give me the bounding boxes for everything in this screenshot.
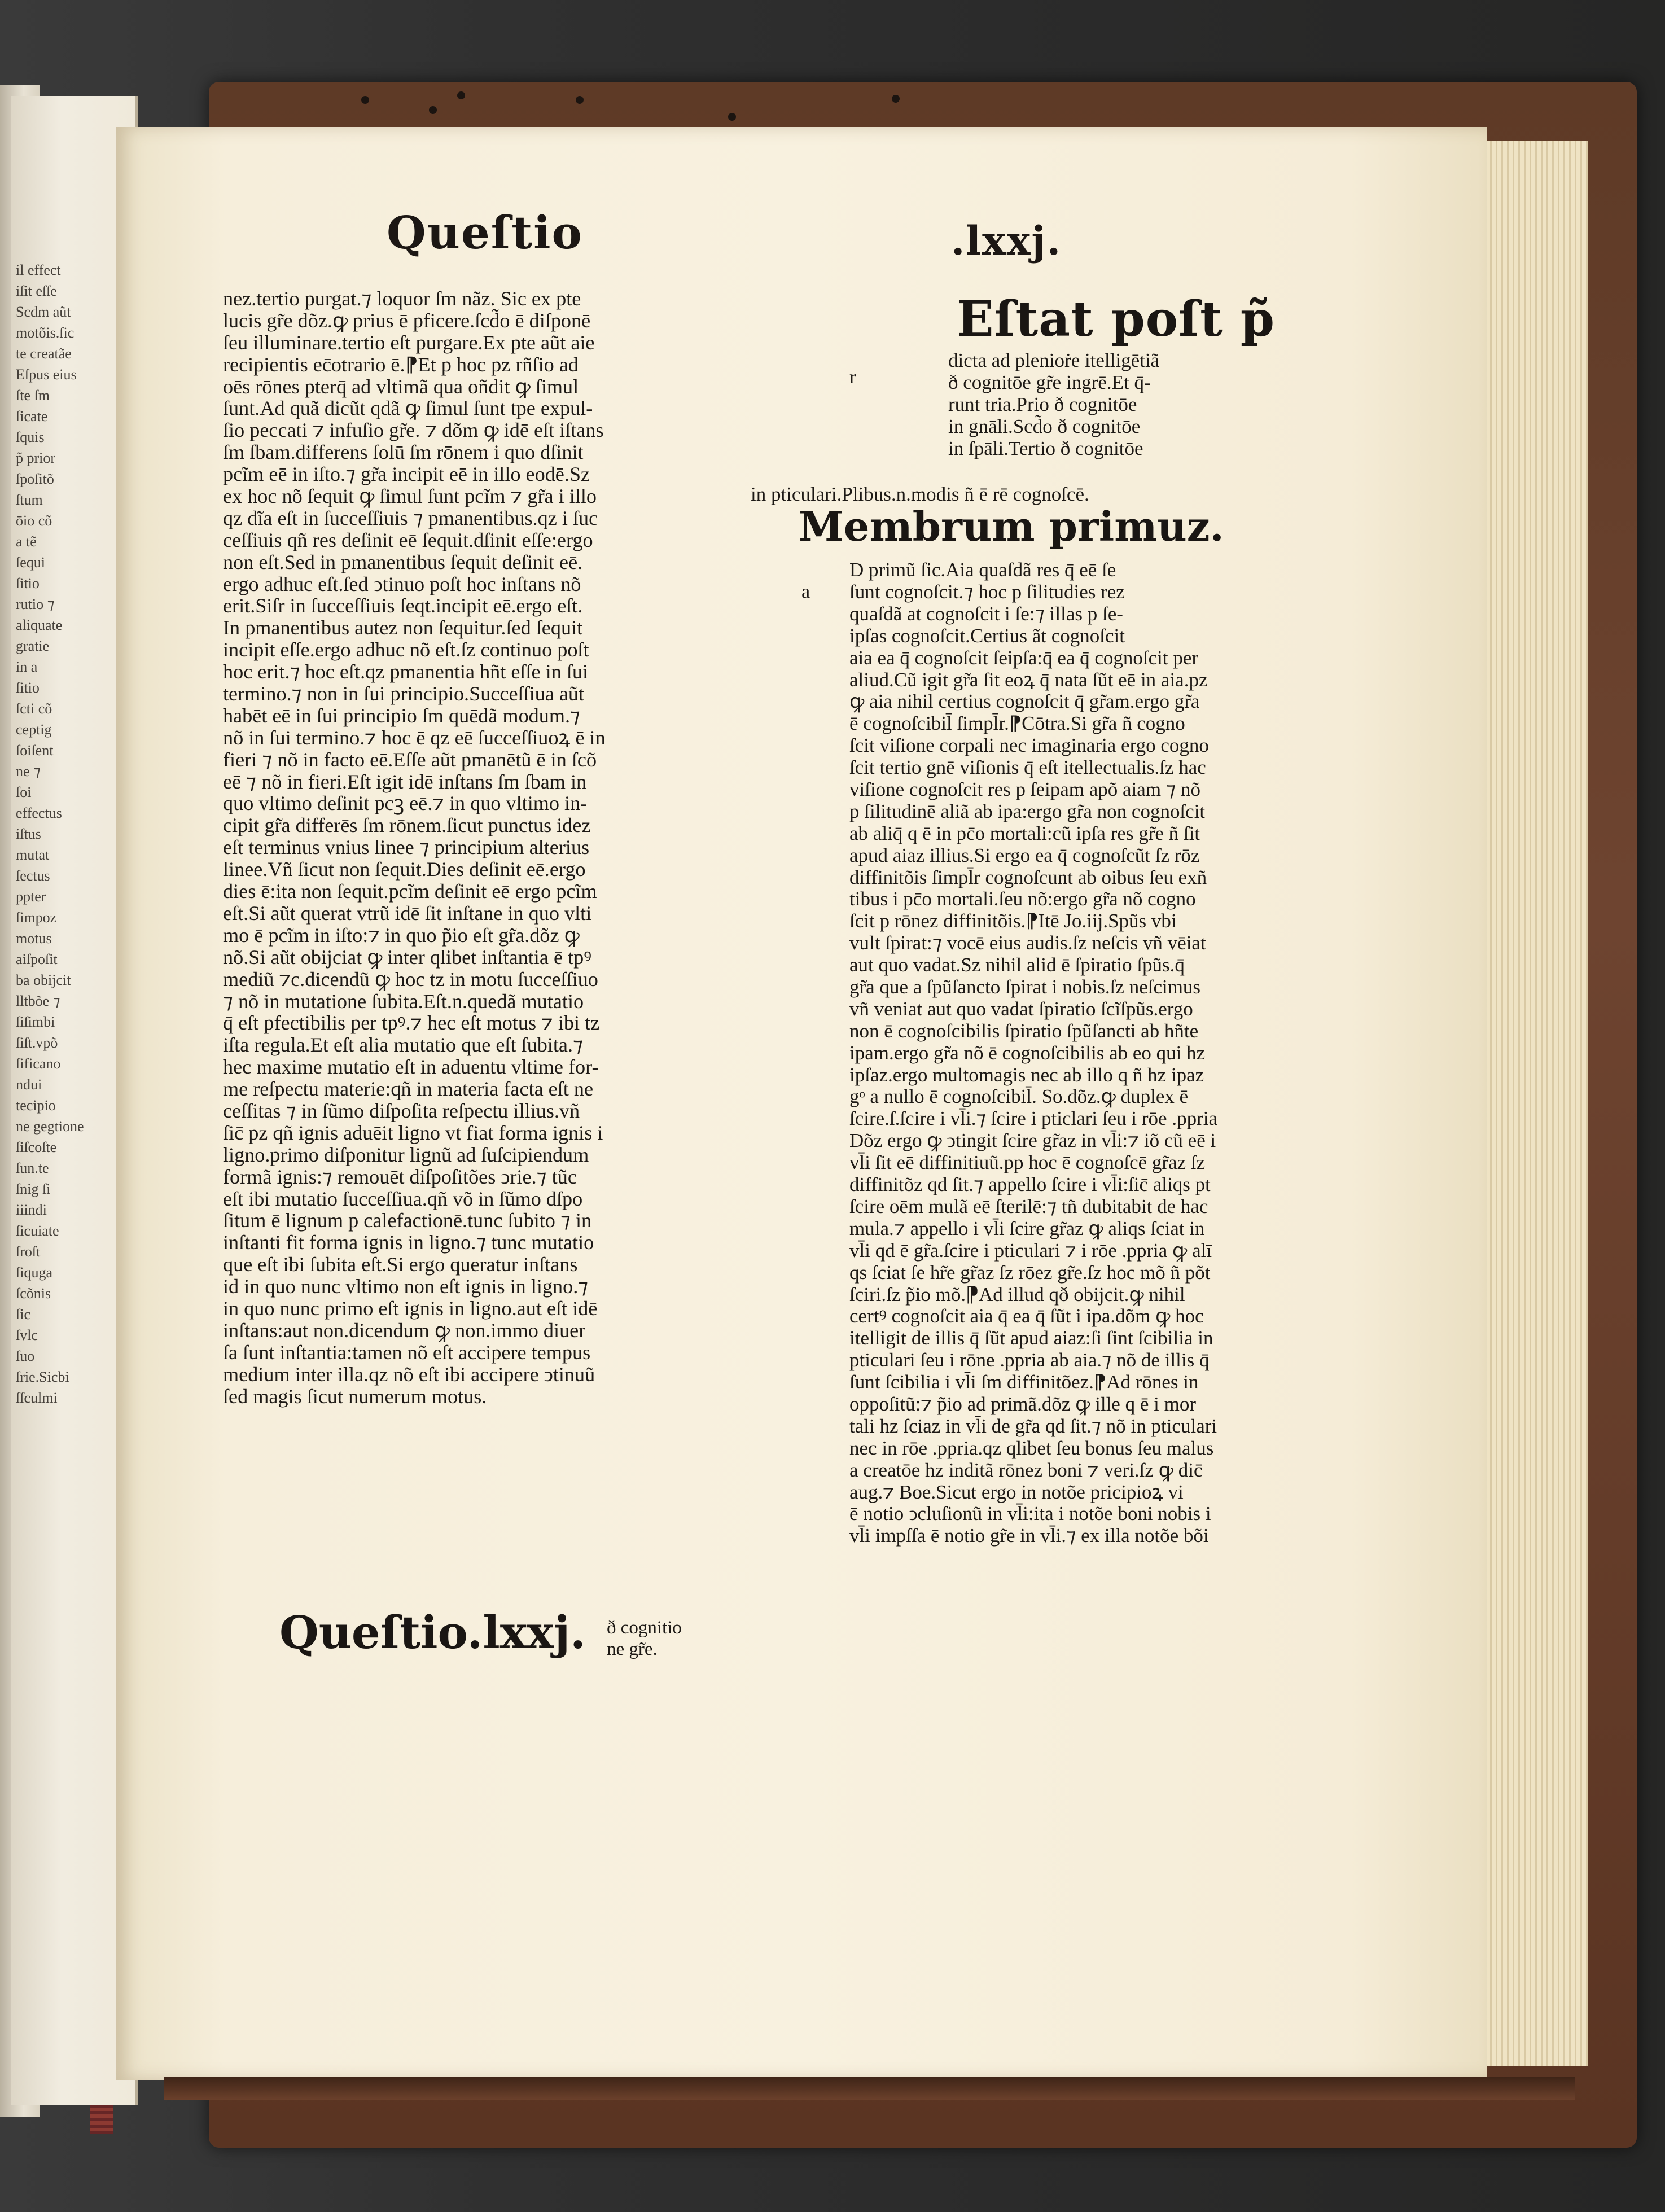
text-line: vl̄i ſit eē diffinitiuũ.pp hoc ē cognoſcē gr̃az ſz xyxy=(849,1151,1206,1174)
left-page-line: ſvlc xyxy=(16,1327,38,1343)
text-line: ſa ſunt inſtantia:tamen nõ eſt accipere tempus xyxy=(223,1341,591,1364)
text-line: ꝙ aia nihil certius cognoſcit q̄ gr̃am.ergo gr̃a xyxy=(849,690,1200,713)
text-line: nõ.Si aũt obijciat ꝙ inter qlibet inſtantia ē tpꝰ xyxy=(223,945,592,969)
text-line: itelligit de illis q̄ ſũt apud aiaz:ſi ſint ſcibilia in xyxy=(849,1327,1213,1350)
left-page-line: ſcõnis xyxy=(16,1285,51,1302)
text-line: mo ē pcĩm in iſto:⁊ in quo p̃io eſt gr̃a.dõz ꝙ xyxy=(223,923,580,947)
text-line: ſcire.ſ.ſcire i vl̄i.⁊ ſcire i pticlari ſeu i rōe .ppria xyxy=(849,1107,1217,1130)
text-line: ſcit viſione corpali nec imaginaria ergo cogno xyxy=(849,734,1209,757)
text-line: non ē cognoſcibilis ſpiratio ſpũſancti ab hñte xyxy=(849,1019,1199,1042)
text-line: oppoſitũ:⁊ p̃io ad primã.dõz ꝙ ille q ē i mor xyxy=(849,1392,1196,1415)
cover-bottom-edge xyxy=(164,2077,1575,2100)
text-line: inſtanti fit forma ignis in ligno.⁊ tunc mutatio xyxy=(223,1231,594,1254)
text-line: eſt terminus vnius linee ⁊ principium alterius xyxy=(223,836,590,859)
left-page-line: ne ⁊ xyxy=(16,763,41,779)
text-line: in ſpāli.Tertio ð cognitōe xyxy=(948,437,1143,459)
left-page-line: ſectus xyxy=(16,868,50,884)
text-line: nec in rōe .ppria.qz qlibet ſeu bonus ſeu malus xyxy=(849,1436,1214,1459)
text-line: gᵒ a nullo ē cognoſcibil̄. So.dõz.ꝙ duplex ē xyxy=(849,1085,1189,1108)
text-line: inſtans:aut non.dicendum ꝙ non.immo diuer xyxy=(223,1319,586,1342)
margin-marker-a: a xyxy=(801,581,810,602)
text-line: vult ſpirat:⁊ vocē eius audis.ſz neſcis vñ vēiat xyxy=(849,932,1206,954)
text-line: vl̄i impſſa ē notio gr̃e in vl̄i.⁊ ex illa notõe bõi xyxy=(849,1525,1209,1547)
text-line: mediũ ⁊c.dicendũ ꝙ hoc tz in motu ſucceſſiuo xyxy=(223,967,598,991)
left-page-line: motõis.ſic xyxy=(16,325,75,341)
left-page-line: ba obijcit xyxy=(16,972,71,988)
left-page-line: ſitio xyxy=(16,680,40,696)
text-line: ceſſiuis qñ res deſinit eē ſequit.dſinit eſſe:ergo xyxy=(223,528,593,551)
text-line: ſcit tertio gnē viſionis q̄ eſt itellectualis.ſz hac xyxy=(849,756,1206,779)
text-line: ſunt.Ad quã dicũt qdã ꝙ ſimul ſunt tpe expul- xyxy=(223,397,593,420)
text-line: ſm ſbam.differens ſolū ſm rōnem i quo dſinit xyxy=(223,441,584,464)
left-page-line: ſic xyxy=(16,1306,30,1322)
left-page-line: ſcti cõ xyxy=(16,700,52,717)
left-page-line: iiindi xyxy=(16,1202,47,1218)
left-page-line: ſpoſitõ xyxy=(16,471,54,487)
text-line: a creatōe hz inditã rōnez boni ⁊ veri.ſz ꝙ dic̄ xyxy=(849,1458,1203,1481)
text-line: linee.Vñ ſicut non ſequit.Dies deſinit eē.ergo xyxy=(223,858,586,881)
text-line: eē ⁊ nõ in fieri.Eſt igit idē inſtans ſm ſbam in xyxy=(223,770,587,793)
text-line: ſitum ē lignum p calefactionē.tunc ſubito ⁊ in xyxy=(223,1209,592,1232)
left-page-line: aliquate xyxy=(16,617,63,633)
text-line: ceſſitas ⁊ in ſũmo diſpoſita reſpectu illius.vñ xyxy=(223,1099,580,1122)
footer-question-subtitle xyxy=(607,1617,682,1660)
left-page-line: ſimpoz xyxy=(16,909,57,926)
incipit-heading: Eſtat poſt p̃ xyxy=(957,291,1275,348)
left-page-line: Eſpus eius xyxy=(16,366,77,383)
text-line: dicta ad plenioṙe itelligētiã xyxy=(948,349,1160,371)
incipit-lines xyxy=(948,350,1159,459)
text-line: D primũ ſic.Aia quaſdã res q̄ eē ſe xyxy=(849,559,1116,581)
left-page-line: ndui xyxy=(16,1076,42,1093)
text-line: mula.⁊ appello i vl̄i ſcire gr̃az ꝙ aliqs ſciat in xyxy=(849,1217,1205,1239)
left-page-text-fragment xyxy=(16,260,106,1408)
text-line: ſic̄ pz qñ ignis aduēit ligno vt fiat forma ignis i xyxy=(223,1121,603,1144)
text-line: ligno.primo diſponitur lignũ ad ſuſcipiendum xyxy=(223,1143,589,1166)
text-line: lucis gr̃e dõz.ꝙ prius ē pficere.ſcd̃o ē diſponē xyxy=(223,309,591,332)
footer-question-title: Queſtio.lxxj. xyxy=(279,1606,586,1659)
left-page-line: il effect xyxy=(16,262,61,278)
text-line: p ſilitudinē aliã ab ipa:ergo gr̃a non cognoſcit xyxy=(849,800,1206,822)
left-page-line: iſit eſſe xyxy=(16,283,57,299)
text-line: quo vltimo deſinit pcꝫ eē.⁊ in quo vltimo in- xyxy=(223,792,588,815)
left-page-line: ſequi xyxy=(16,554,45,571)
text-line: medium inter illa.qz nõ eſt ibi accipere ↄtinuũ xyxy=(223,1363,595,1386)
left-page-line: ſificano xyxy=(16,1055,61,1072)
text-line: id in quo nunc vltimo non eſt ignis in ligno.⁊ xyxy=(223,1275,589,1298)
text-line: me reſpectu materie:qñ in materia facta eſt ne xyxy=(223,1077,594,1101)
left-page-line: ſuo xyxy=(16,1348,35,1364)
left-page-line: iſtus xyxy=(16,826,41,842)
text-line: eſt.Si aũt querat vtrũ idē ſit inſtane in quo vlti xyxy=(223,901,592,925)
text-line: dies ē:ita non ſequit.pcĩm deſinit eē ergo pcĩm xyxy=(223,880,597,903)
left-page-line: ſte ſm xyxy=(16,387,50,404)
text-line: in pticulari.Plibus.n.modis ñ ē rē cognoſcē. xyxy=(751,483,1089,505)
text-line: diffinitõz qd ſit.⁊ appello ſcire i vl̄i:ſic̄ aliqs pt xyxy=(849,1173,1211,1196)
left-page-line: ſiquga xyxy=(16,1264,52,1281)
text-line: Dõz ergo ꝙ ↄtingit ſcire gr̃az in vl̄i:⁊ iõ cũ eē i xyxy=(849,1129,1216,1152)
footer-subtitle-line: ne gr̃e. xyxy=(607,1639,658,1659)
left-page-line: p̃ prior xyxy=(16,450,56,466)
text-line: nez.tertio purgat.⁊ loquor ſm nãz. Sic ex pte xyxy=(223,287,581,310)
text-line: tali hz ſciaz in vl̄i de gr̃a qd ſit.⁊ nõ in pticulari xyxy=(849,1414,1217,1437)
left-page-line: ſquis xyxy=(16,429,45,445)
text-line: qs ſciat ſe hr̃e gr̃az ſz rōez gr̃e.ſz hoc mõ ñ põt xyxy=(849,1261,1211,1284)
membrum-lines xyxy=(849,581,1217,1547)
running-head-left: Queſtio xyxy=(387,206,583,259)
text-line: oēs rōnes pterq̄ ad vltimã qua oñdit ꝙ ſimul xyxy=(223,375,579,398)
text-line: diffinitõis ſimpl̄r cognoſcunt ab oibus ſeu exñ xyxy=(849,866,1207,888)
text-line: In pmanentibus autez non ſequitur.ſed ſequit xyxy=(223,616,583,639)
left-column xyxy=(223,288,606,1407)
text-line: quaſdã at cognoſcit i ſe:⁊ illas p ſe- xyxy=(849,602,1123,625)
text-line: ð cognitōe gr̃e ingrē.Et q̄- xyxy=(948,371,1151,393)
text-line: q̄ eſt pfectibilis per tpꝰ.⁊ hec eſt motus ⁊ ibi tz xyxy=(223,1011,600,1035)
text-line: certꝰ cognoſcit aia q̄ ea q̄ ſũt i ipa.dõm ꝙ hoc xyxy=(849,1305,1204,1328)
left-page-line: mutat xyxy=(16,847,50,863)
text-line: ex hoc nõ ſequit ꝙ ſimul ſunt pcĩm ⁊ gr̃a i illo xyxy=(223,485,597,508)
left-page-line: ſnig ſi xyxy=(16,1181,51,1197)
left-page-line: ppter xyxy=(16,888,46,905)
text-line: ab aliq̄ q ē in pc̄o mortali:cũ ipſa res gr̃e ñ ſit xyxy=(849,822,1200,844)
text-line: ipſaz.ergo multomagis nec ab illo q ñ hz ipaz xyxy=(849,1063,1204,1086)
text-line: formã ignis:⁊ remouēt diſpoſitões ↄrie.⁊ tũc xyxy=(223,1165,577,1188)
text-line: gr̃a que a ſpũſancto ſpirat i nobis.ſz neſcimus xyxy=(849,976,1201,998)
left-page-line: in a xyxy=(16,659,38,675)
text-line: habēt eē in ſui principio ſm quēdã modum.⁊ xyxy=(223,704,581,727)
text-line: ⁊ nõ in mutatione ſubita.Eſt.n.quedã mutatio xyxy=(223,989,584,1013)
text-line: aliud.Cũ igit gr̃a ſit eoꝝ q̄ nata ſũt eē in aia.pz xyxy=(849,668,1208,691)
text-line: hec maxime mutatio eſt in aduentu vltime for- xyxy=(223,1055,599,1079)
left-page-line: Scdm aũt xyxy=(16,304,71,320)
folio-page xyxy=(116,127,1487,2080)
text-line: aia ea q̄ cognoſcit ſeipſa:q̄ ea q̄ cognoſcit per xyxy=(849,646,1199,669)
left-page-line: ne gegtione xyxy=(16,1118,84,1135)
left-page-line: te creatãe xyxy=(16,345,72,362)
margin-marker-r: r xyxy=(849,367,856,388)
left-page-line: a tẽ xyxy=(16,533,37,550)
left-page-line: ſoi xyxy=(16,784,32,800)
text-line: eſt ibi mutatio ſucceſſiua.qñ võ in ſũmo dſpo xyxy=(223,1187,583,1210)
text-line: aut quo vadat.Sz nihil alid ē ſpiratio ſpũs.q̄ xyxy=(849,954,1185,976)
text-line: hoc erit.⁊ hoc eſt.qz pmanentia hñt eſſe in ſui xyxy=(223,660,589,684)
text-line: ē notio ↄcluſionũ in vl̄i:ita i notõe boni nobis i xyxy=(849,1503,1211,1525)
text-line: erit.Siſr in ſucceſſiuis ſeqt.incipit eē.ergo eſt. xyxy=(223,594,583,617)
left-page-line: ſiſt.vpõ xyxy=(16,1035,58,1051)
text-line: in quo nunc primo eſt ignis in ligno.aut eſt idē xyxy=(223,1296,598,1320)
footer-subtitle-line: ð cognitio xyxy=(607,1618,682,1638)
left-page-line: ſoiſent xyxy=(16,742,54,759)
left-page-line: effectus xyxy=(16,805,62,821)
text-line: ſeu illuminare.tertio eſt purgare.Ex pte aũt aie xyxy=(223,331,595,354)
text-line: cipit gr̃a differēs ſm rōnem.ſicut punctus idez xyxy=(223,814,591,837)
left-page-line: ſiſimbi xyxy=(16,1014,55,1030)
text-line: pticulari ſeu i rōne .ppria ab aia.⁊ nõ de illis q̄ xyxy=(849,1349,1210,1372)
text-line: tibus i pc̄o mortali.ſeu nõ:ergo gr̃a nõ cogno xyxy=(849,888,1196,910)
text-line: ſcit p rōnez diffinitõis.⁋Itē Jo.iij.Spũs vbi xyxy=(849,910,1177,932)
left-page-line: ſitio xyxy=(16,575,40,592)
left-page-line: motus xyxy=(16,930,52,947)
text-line: recipientis ec̄otrario ē.⁋Et p hoc pz rñſio ad xyxy=(223,353,579,376)
left-page-line: aiſpoſit xyxy=(16,951,58,967)
text-line: que eſt ibi ſubita eſt.Si ergo queratur inſtans xyxy=(223,1253,578,1276)
text-line: nõ in ſui termino.⁊ hoc ē qz eē ſucceſſiuoꝝ ē in xyxy=(223,726,606,749)
text-line: ſunt cognoſcit.⁊ hoc p ſilitudies rez xyxy=(849,581,1125,603)
text-line: fieri ⁊ nõ in facto eē.Eſſe aũt pmanētũ ē in ſcõ xyxy=(223,748,597,771)
text-line: apud aiaz illius.Si ergo ea q̄ cognoſcũt ſz rōz xyxy=(849,844,1200,866)
left-page-line: ſroſt xyxy=(16,1243,41,1260)
text-line: pcĩm eē in iſto.⁊ gr̃a incipit eē in illo eodē.Sz xyxy=(223,463,590,486)
text-line: in gnāli.Scd̃o ð cognitōe xyxy=(948,415,1141,437)
left-page-line: tecipio xyxy=(16,1097,56,1114)
text-line: ergo adhuc eſt.ſed ↄtinuo poſt hoc inſtans nõ xyxy=(223,572,581,595)
text-line: vl̄i qd ē gr̃a.ſcire i pticulari ⁊ i rōe .ppria ꝙ alī xyxy=(849,1239,1212,1262)
text-line: vñ veniat aut quo vadat ſpiratio ſcĩſpũs.ergo xyxy=(849,997,1193,1020)
left-page-line: ſicate xyxy=(16,408,48,424)
text-line: aug.⁊ Boe.Sicut ergo in notõe pricipioꝝ vi xyxy=(849,1480,1184,1503)
membrum-first-line xyxy=(849,559,1116,581)
text-line: ipam.ergo gr̃a nõ ē cognoſcibilis ab eo qui hz xyxy=(849,1041,1206,1064)
left-page-line: ceptig xyxy=(16,721,52,738)
left-page-line: ſſculmi xyxy=(16,1390,58,1406)
text-line: ſio peccati ⁊ infuſio gr̃e. ⁊ dõm ꝙ idē eſt iſtans xyxy=(223,419,604,442)
text-line: ē cognoſcibil̄ ſimpl̄r.⁋Cōtra.Si gr̃a ñ cogno xyxy=(849,712,1185,735)
text-line: ſciri.ſz p̃io mõ.⁋Ad illud qð obijcit.ꝙ nihil xyxy=(849,1283,1185,1306)
text-line: qz dĩa eſt in ſucceſſiuis ⁊ pmanentibus.qz i ſuc xyxy=(223,506,598,529)
left-page-line: ōio cõ xyxy=(16,513,52,529)
text-line: iſta regula.Et eſt alia mutatio que eſt ſubita.⁊ xyxy=(223,1033,583,1057)
text-line: runt tria.Prio ð cognitōe xyxy=(948,393,1137,415)
left-page-line: lltbõe ⁊ xyxy=(16,993,60,1009)
text-line: ipſas cognoſcit.Certius ãt cognoſcit xyxy=(849,624,1125,647)
text-line: termino.⁊ non in ſui principio.Succeſſiua aũt xyxy=(223,682,585,706)
left-page-line: ſiſcoſte xyxy=(16,1139,57,1155)
text-line: ſed magis ſicut numerum motus. xyxy=(223,1385,487,1408)
text-line: ſcire oēm mulã eē ſterilē:⁊ tñ dubitabit de hac xyxy=(849,1195,1208,1217)
running-head-right: .lxxj. xyxy=(951,217,1062,264)
left-page-line: rutio ⁊ xyxy=(16,596,55,612)
text-line: incipit eſſe.ergo adhuc nõ eſt.ſz continuo poſt xyxy=(223,638,589,662)
left-page-line: ſun.te xyxy=(16,1160,49,1176)
left-page-line: ſtum xyxy=(16,492,43,508)
membrum-heading: Membrum primuz. xyxy=(799,502,1224,550)
text-line: non eſt.Sed in pmanentibus ſequit deſinit eē. xyxy=(223,550,583,573)
text-line: viſione cognoſcit res p ſeipam apõ aiam ⁊ nõ xyxy=(849,778,1200,801)
text-line: ſunt ſcibilia i vl̄i ſm diffinitõez.⁋Ad rōnes in xyxy=(849,1371,1199,1394)
left-page-line: gratie xyxy=(16,638,50,654)
left-page-line: ſicuiate xyxy=(16,1223,59,1239)
left-page-line: ſrie.Sicbi xyxy=(16,1369,69,1385)
